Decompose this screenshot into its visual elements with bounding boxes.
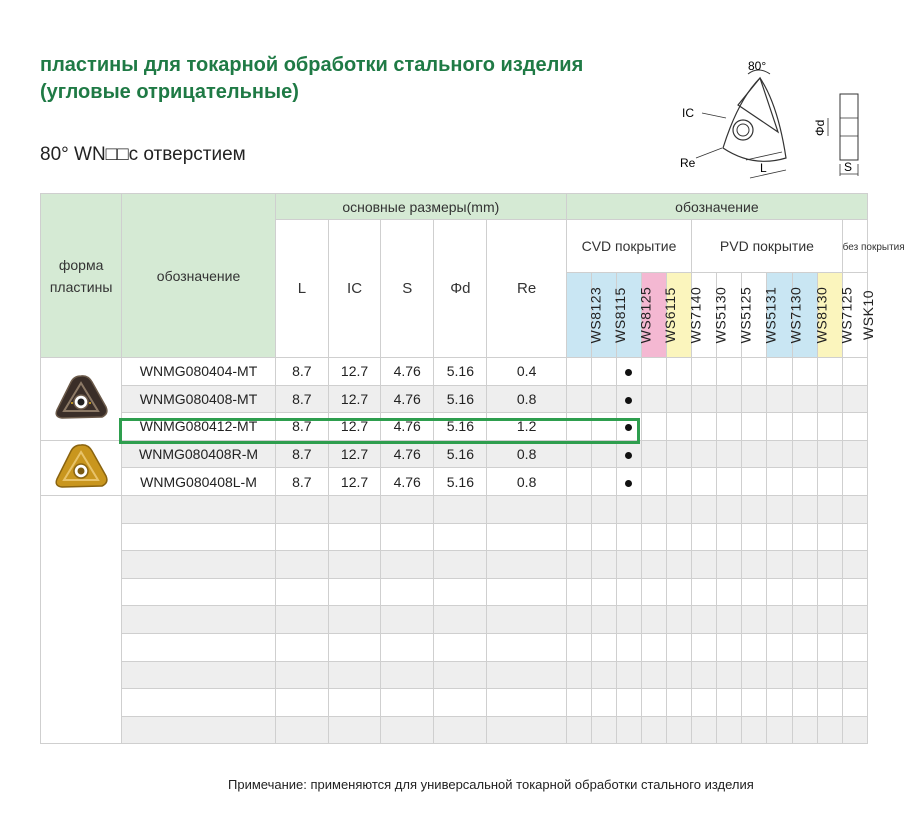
grade-cell-wsk10 xyxy=(842,440,867,468)
grade-cell-ws5125 xyxy=(717,413,742,441)
grade-cell-ws8115 xyxy=(591,440,616,468)
title-line-1: пластины для токарной обработки стального изделия xyxy=(40,54,584,76)
dim-header-d: Φd xyxy=(434,220,487,358)
grade-cell-ws8130 xyxy=(792,358,817,386)
dimensions-group-header: основные размеры(mm) xyxy=(275,194,566,220)
grade-cell-ws7140 xyxy=(667,413,692,441)
dim-cell-ic: 12.7 xyxy=(328,385,380,413)
grade-cell-ws8130 xyxy=(792,413,817,441)
dim-header-s: S xyxy=(381,220,434,358)
table-row xyxy=(41,385,868,413)
dim-cell-ic: 12.7 xyxy=(328,440,380,468)
dim-cell-ic: 12.7 xyxy=(328,358,380,386)
page-title xyxy=(40,52,583,106)
shape-cell-m xyxy=(41,440,122,495)
empty-row xyxy=(41,716,868,744)
footnote: Примечание: применяются для универсальной токарной обработки стального изделия xyxy=(228,777,754,792)
grade-cell-ws5131 xyxy=(742,440,767,468)
table-row xyxy=(41,468,868,496)
designation-header: обозначение xyxy=(122,194,276,358)
grade-header-ws5130: WS5130 xyxy=(692,273,717,358)
shape-header: форма пластины xyxy=(41,194,122,358)
grade-cell-ws8130 xyxy=(792,468,817,496)
grade-cell-ws8130 xyxy=(792,440,817,468)
dim-cell-re: 0.8 xyxy=(487,468,566,496)
dim-cell-d: 5.16 xyxy=(434,358,487,386)
grade-cell-ws5125 xyxy=(717,440,742,468)
dim-cell-s: 4.76 xyxy=(381,440,434,468)
dim-cell-s: 4.76 xyxy=(381,385,434,413)
grade-cell-ws8125 xyxy=(616,413,641,441)
grade-cell-ws6115 xyxy=(642,413,667,441)
empty-row xyxy=(41,495,868,523)
dim-cell-re: 0.8 xyxy=(487,440,566,468)
grade-cell-ws6115 xyxy=(642,358,667,386)
designation-cell: WNMG080412-MT xyxy=(122,413,276,441)
grade-cell-ws8123 xyxy=(566,440,591,468)
dim-header-l: L xyxy=(275,220,328,358)
grade-cell-wsk10 xyxy=(842,468,867,496)
empty-row xyxy=(41,633,868,661)
grade-cell-ws7140 xyxy=(667,358,692,386)
availability-dot xyxy=(625,480,632,487)
grade-cell-ws8115 xyxy=(591,413,616,441)
designation-cell: WNMG080408-MT xyxy=(122,385,276,413)
grade-cell-ws8125 xyxy=(616,440,641,468)
designation-cell: WNMG080408R-M xyxy=(122,440,276,468)
grade-cell-ws7140 xyxy=(667,385,692,413)
grade-header-wsk10: WSK10 xyxy=(842,273,867,358)
dim-header-re: Re xyxy=(487,220,566,358)
dim-cell-l: 8.7 xyxy=(275,440,328,468)
insert-geometry-diagram xyxy=(678,60,868,180)
grade-cell-ws7125 xyxy=(817,413,842,441)
grade-cell-ws5130 xyxy=(692,358,717,386)
grade-cell-ws7130 xyxy=(767,440,792,468)
grade-cell-ws5130 xyxy=(692,385,717,413)
insert-subtitle: 80° WN□□с отверстием xyxy=(40,144,246,165)
re-label: Re xyxy=(680,156,696,170)
grade-cell-ws5130 xyxy=(692,413,717,441)
grade-cell-ws8125 xyxy=(616,358,641,386)
table-row xyxy=(41,440,868,468)
insert-dark-icon xyxy=(52,373,110,425)
grade-cell-ws5125 xyxy=(717,385,742,413)
shape-cell-empty xyxy=(41,495,122,743)
side-view-icon xyxy=(840,94,858,160)
dim-cell-d: 5.16 xyxy=(434,413,487,441)
grade-cell-wsk10 xyxy=(842,413,867,441)
uncoated-header: без покрытия xyxy=(842,220,867,273)
dim-header-ic: IC xyxy=(328,220,380,358)
table-row xyxy=(41,413,868,441)
dim-cell-s: 4.76 xyxy=(381,468,434,496)
availability-dot xyxy=(625,452,632,459)
ic-label: IC xyxy=(682,106,694,120)
grade-cell-ws6115 xyxy=(642,385,667,413)
grade-cell-ws7130 xyxy=(767,385,792,413)
grade-cell-ws7125 xyxy=(817,385,842,413)
grade-cell-ws8123 xyxy=(566,358,591,386)
grade-cell-wsk10 xyxy=(842,385,867,413)
empty-row xyxy=(41,578,868,606)
grade-cell-ws8123 xyxy=(566,385,591,413)
grade-cell-ws7125 xyxy=(817,440,842,468)
empty-row xyxy=(41,689,868,717)
grade-cell-ws7140 xyxy=(667,440,692,468)
empty-row xyxy=(41,606,868,634)
grade-header-ws8123: WS8123 xyxy=(566,273,591,358)
grade-cell-ws6115 xyxy=(642,440,667,468)
grade-header-ws7130: WS7130 xyxy=(767,273,792,358)
dim-cell-l: 8.7 xyxy=(275,413,328,441)
grade-header-ws6115: WS6115 xyxy=(642,273,667,358)
grade-cell-ws8130 xyxy=(792,385,817,413)
grade-header-ws7140: WS7140 xyxy=(667,273,692,358)
dim-cell-d: 5.16 xyxy=(434,468,487,496)
grade-header-ws5131: WS5131 xyxy=(742,273,767,358)
grade-header-ws8130: WS8130 xyxy=(792,273,817,358)
grade-header-ws8115: WS8115 xyxy=(591,273,616,358)
availability-dot xyxy=(625,369,632,376)
availability-dot xyxy=(625,424,632,431)
grades-group-header: обозначение xyxy=(566,194,867,220)
dim-cell-ic: 12.7 xyxy=(328,468,380,496)
hole-icon xyxy=(733,120,753,140)
dim-cell-d: 5.16 xyxy=(434,440,487,468)
grade-header-ws5125: WS5125 xyxy=(717,273,742,358)
designation-cell: WNMG080404-MT xyxy=(122,358,276,386)
grade-cell-ws5125 xyxy=(717,358,742,386)
dim-cell-re: 1.2 xyxy=(487,413,566,441)
grade-cell-ws5131 xyxy=(742,468,767,496)
s-label: S xyxy=(844,160,853,174)
dim-cell-l: 8.7 xyxy=(275,358,328,386)
title-line-2: (угловые отрицательные) xyxy=(40,81,299,103)
l-label: L xyxy=(760,161,767,175)
empty-row xyxy=(41,523,868,551)
grade-cell-ws7140 xyxy=(667,468,692,496)
dim-cell-re: 0.8 xyxy=(487,385,566,413)
grade-cell-ws8115 xyxy=(591,358,616,386)
grade-cell-ws7130 xyxy=(767,358,792,386)
grade-cell-ws7130 xyxy=(767,413,792,441)
dim-cell-d: 5.16 xyxy=(434,385,487,413)
shape-cell-mt xyxy=(41,358,122,441)
cvd-header: CVD покрытие xyxy=(566,220,691,273)
angle-label: 80° xyxy=(748,59,767,73)
table-row xyxy=(41,358,868,386)
grade-cell-ws5131 xyxy=(742,358,767,386)
insert-gold-icon xyxy=(52,442,110,494)
phid-label: Φd xyxy=(813,119,827,136)
grade-header-ws8125: WS8125 xyxy=(616,273,641,358)
grade-cell-ws7125 xyxy=(817,468,842,496)
dim-cell-re: 0.4 xyxy=(487,358,566,386)
grade-cell-ws5131 xyxy=(742,413,767,441)
grade-header-ws7125: WS7125 xyxy=(817,273,842,358)
dim-cell-s: 4.76 xyxy=(381,413,434,441)
dim-cell-l: 8.7 xyxy=(275,468,328,496)
grade-cell-ws8125 xyxy=(616,385,641,413)
grade-cell-ws5125 xyxy=(717,468,742,496)
empty-row xyxy=(41,551,868,579)
pvd-header: PVD покрытие xyxy=(692,220,842,273)
grade-cell-ws8115 xyxy=(591,385,616,413)
grade-cell-ws7125 xyxy=(817,358,842,386)
dim-cell-ic: 12.7 xyxy=(328,413,380,441)
dim-cell-s: 4.76 xyxy=(381,358,434,386)
grade-cell-ws8125 xyxy=(616,468,641,496)
grade-cell-ws5130 xyxy=(692,440,717,468)
designation-cell: WNMG080408L-M xyxy=(122,468,276,496)
grade-cell-ws5131 xyxy=(742,385,767,413)
grade-cell-ws7130 xyxy=(767,468,792,496)
grade-cell-ws5130 xyxy=(692,468,717,496)
dim-cell-l: 8.7 xyxy=(275,385,328,413)
empty-row xyxy=(41,661,868,689)
grade-cell-ws8123 xyxy=(566,413,591,441)
grade-cell-ws6115 xyxy=(642,468,667,496)
grade-cell-ws8115 xyxy=(591,468,616,496)
grade-cell-wsk10 xyxy=(842,358,867,386)
availability-dot xyxy=(625,397,632,404)
grade-cell-ws8123 xyxy=(566,468,591,496)
insert-spec-table xyxy=(40,193,905,744)
